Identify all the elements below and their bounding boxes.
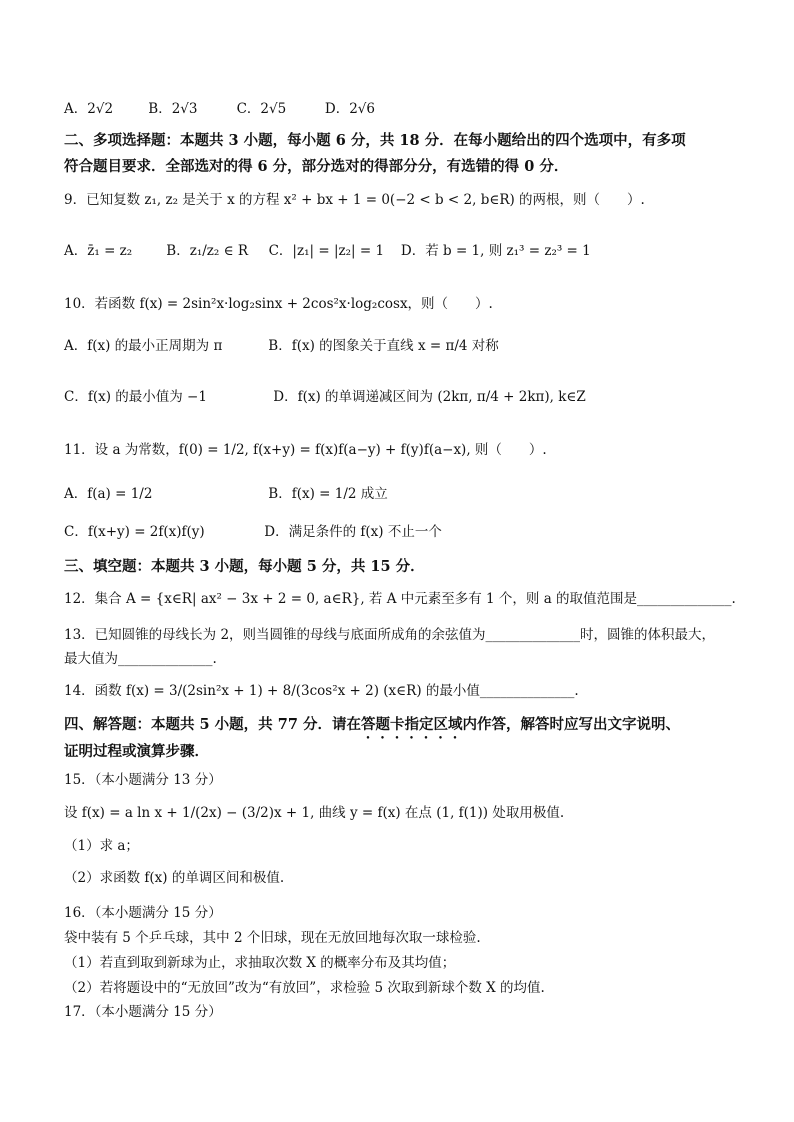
q15-title: 15．（本小题满分 13 分） xyxy=(64,772,222,788)
q9-option-c: C．|z₁| = |z₂| = 1 xyxy=(268,243,385,259)
q9-options xyxy=(64,241,754,261)
q9-option-a: A．z̄₁ = z₂ xyxy=(64,243,133,259)
q10-options-ab xyxy=(64,336,754,356)
section4-heading-line1 xyxy=(64,715,754,742)
q11-option-d: D．满足条件的 f(x) 不止一个 xyxy=(264,524,442,540)
q8-option-d: D．2√6 xyxy=(324,101,375,117)
q10-options-cd xyxy=(64,387,754,407)
q17-title: 17．（本小题满分 15 分） xyxy=(64,1004,222,1020)
q14-stem: 14．函数 f(x) = 3/(2sin²x + 1) + 8/(3cos²x + 2) (x∈R) 的最小值______________. xyxy=(64,683,579,699)
q16-stem: 袋中装有 5 个乒乓球，其中 2 个旧球，现在无放回地每次取一球检验. xyxy=(64,930,481,946)
q16-title: 16．（本小题满分 15 分） xyxy=(64,905,222,921)
q13-line1: 13．已知圆锥的母线长为 2，则当圆锥的母线与底面所成角的余弦值为______________时，圆锥的体积最大， xyxy=(64,627,716,643)
section3-heading: 三、填空题：本题共 3 小题，每小题 5 分，共 15 分． xyxy=(64,558,425,575)
q9-stem: 9．已知复数 z₁, z₂ 是关于 x 的方程 x² + bx + 1 = 0(−2 < b < 2, b∈R) 的两根，则（ ）. xyxy=(64,192,645,208)
q16-part2: （2）若将题设中的“无放回”改为“有放回”，求检验 5 次取到新球个数 X 的均值. xyxy=(64,980,545,996)
q11-option-b: B．f(x) = 1/2 成立 xyxy=(268,486,388,502)
q9-option-b: B．z₁/z₂ ∈ R xyxy=(166,243,249,259)
q8-options xyxy=(64,99,754,119)
q15-part1: （1）求 a； xyxy=(64,838,139,854)
section2-heading-line2: 符合题目要求．全部选对的得 6 分，部分选对的得部分分，有选错的得 0 分． xyxy=(64,158,569,175)
q10-stem: 10．若函数 f(x) = 2sin²x·log₂sinx + 2cos²x·log₂cosx，则（ ）. xyxy=(64,296,493,312)
q10-option-a: A．f(x) 的最小正周期为 π xyxy=(64,338,223,354)
section4-heading-post: 内作答，解答时应写出文字说明、 xyxy=(462,716,680,733)
q11-option-c: C．f(x+y) = 2f(x)f(y) xyxy=(64,524,205,540)
q11-stem: 11．设 a 为常数，f(0) = 1/2, f(x+y) = f(x)f(a−y) + f(y)f(a−x), 则（ ）. xyxy=(64,442,547,458)
q15-stem: 设 f(x) = a ln x + 1/(2x) − (3/2)x + 1, 曲线 y = f(x) 在点 (1, f(1)) 处取用极值. xyxy=(64,805,565,821)
section2-heading-line1: 二、多项选择题：本题共 3 小题，每小题 6 分，共 18 分．在每小题给出的四个选项中，有多项 xyxy=(64,132,686,149)
section4-heading-emphasis: 答题卡指定区域 xyxy=(360,716,463,733)
q16-part1: （1）若直到取到新球为止，求抽取次数 X 的概率分布及其均值； xyxy=(64,955,456,971)
section4-heading-pre: 四、解答题：本题共 5 小题，共 77 分．请在 xyxy=(64,716,361,733)
q11-options-cd xyxy=(64,522,754,542)
q9-option-d: D．若 b = 1, 则 z₁³ = z₂³ = 1 xyxy=(400,243,591,259)
q10-option-b: B．f(x) 的图象关于直线 x = π/4 对称 xyxy=(268,338,499,354)
q8-option-c: C．2√5 xyxy=(236,101,287,117)
section4-heading-line2: 证明过程或演算步骤． xyxy=(64,743,209,760)
q8-option-a: A．2√2 xyxy=(64,101,114,117)
q11-options-ab xyxy=(64,484,754,504)
q8-option-b: B．2√3 xyxy=(148,101,198,117)
q10-option-d: D．f(x) 的单调递减区间为 (2kπ, π/4 + 2kπ), k∈Z xyxy=(273,389,586,405)
q15-part2: （2）求函数 f(x) 的单调区间和极值. xyxy=(64,870,285,886)
q11-option-a: A．f(a) = 1/2 xyxy=(64,486,153,502)
q12-stem: 12．集合 A = {x∈R| ax² − 3x + 2 = 0, a∈R}, 若 A 中元素至多有 1 个，则 a 的取值范围是______________. xyxy=(64,591,736,607)
q10-option-c: C．f(x) 的最小值为 −1 xyxy=(64,389,207,405)
q13-line2: 最大值为______________. xyxy=(64,651,217,667)
